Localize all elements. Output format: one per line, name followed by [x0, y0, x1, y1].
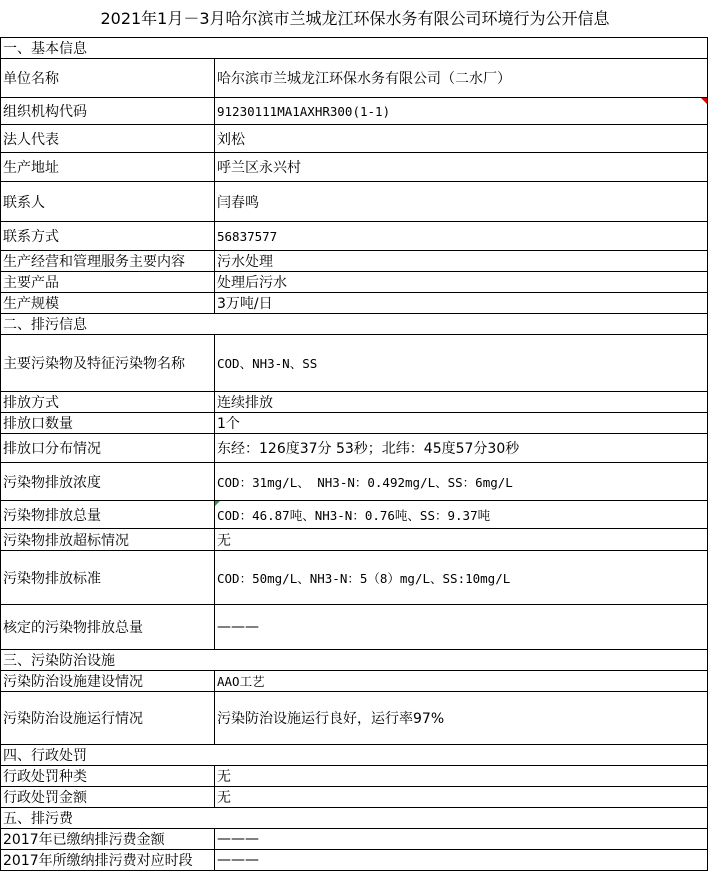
pollutants-label[interactable]: 主要污染物及特征污染物名称 — [1, 335, 215, 392]
org-code-cell[interactable] — [215, 98, 708, 125]
table-row — [1, 59, 708, 98]
table-row — [1, 251, 708, 272]
legal-rep-label[interactable]: 法人代表 — [1, 125, 215, 153]
total-value: COD：46.87吨、NH3-N：0.76吨、SS：9.37吨 — [217, 507, 491, 523]
standard-value[interactable]: COD：50mg/L、NH3-N：5（8）mg/L、SS:10mg/L — [215, 551, 708, 605]
product-label[interactable]: 主要产品 — [1, 272, 215, 293]
phone-value[interactable]: 56837577 — [215, 222, 708, 251]
outlet-location-label[interactable]: 排放口分布情况 — [1, 434, 215, 463]
table-row — [1, 551, 708, 605]
company-name-value[interactable]: 哈尔滨市兰城龙江环保水务有限公司（二水厂） — [215, 59, 708, 98]
outlet-count-value[interactable]: 1个 — [215, 413, 708, 434]
penalty-type-label[interactable]: 行政处罚种类 — [1, 766, 215, 787]
outlet-location-value[interactable]: 东经：126度37分 53秒；北纬：45度57分30秒 — [215, 434, 708, 463]
scale-value[interactable]: 3万吨/日 — [215, 293, 708, 314]
section-pollution[interactable]: 二、排污信息 — [1, 314, 708, 335]
table-row — [1, 335, 708, 392]
facility-run-label[interactable]: 污染防治设施运行情况 — [1, 692, 215, 745]
table-row — [1, 766, 708, 787]
table-row — [1, 829, 708, 850]
facility-build-value[interactable]: AAO工艺 — [215, 671, 708, 692]
table-row — [1, 463, 708, 501]
discharge-mode-label[interactable]: 排放方式 — [1, 392, 215, 413]
section-penalty[interactable]: 四、行政处罚 — [1, 745, 708, 766]
legal-rep-value[interactable]: 刘松 — [215, 125, 708, 153]
fee-amount-value[interactable]: ——— — [215, 829, 708, 850]
phone-label[interactable]: 联系方式 — [1, 222, 215, 251]
facility-build-label[interactable]: 污染防治设施建设情况 — [1, 671, 215, 692]
section-basic[interactable]: 一、基本信息 — [1, 38, 708, 59]
company-name-label[interactable]: 单位名称 — [1, 59, 215, 98]
scale-label[interactable]: 生产规模 — [1, 293, 215, 314]
address-label[interactable]: 生产地址 — [1, 153, 215, 182]
section-row-penalty — [1, 745, 708, 766]
exceed-value[interactable]: 无 — [215, 529, 708, 551]
table-row — [1, 153, 708, 182]
approved-total-value[interactable]: ——— — [215, 605, 708, 650]
section-row-fees — [1, 808, 708, 829]
org-code-value: 91230111MA1AXHR300(1-1) — [217, 103, 391, 119]
facility-run-value[interactable]: 污染防治设施运行良好，运行率97% — [215, 692, 708, 745]
table-row — [1, 692, 708, 745]
table-row — [1, 413, 708, 434]
standard-label[interactable]: 污染物排放标准 — [1, 551, 215, 605]
fee-period-value[interactable]: ——— — [215, 850, 708, 871]
section-row-facilities — [1, 650, 708, 671]
fee-period-label[interactable]: 2017年所缴纳排污费对应时段 — [1, 850, 215, 871]
concentration-value[interactable]: COD：31mg/L、 NH3-N：0.492mg/L、SS：6mg/L — [215, 463, 708, 501]
product-value[interactable]: 处理后污水 — [215, 272, 708, 293]
comment-indicator-icon — [701, 98, 707, 104]
penalty-type-value[interactable]: 无 — [215, 766, 708, 787]
pollutants-value[interactable]: COD、NH3-N、SS — [215, 335, 708, 392]
org-code-label[interactable]: 组织机构代码 — [1, 98, 215, 125]
exceed-label[interactable]: 污染物排放超标情况 — [1, 529, 215, 551]
section-row-pollution — [1, 314, 708, 335]
section-fees[interactable]: 五、排污费 — [1, 808, 708, 829]
address-value[interactable]: 呼兰区永兴村 — [215, 153, 708, 182]
outlet-count-label[interactable]: 排放口数量 — [1, 413, 215, 434]
approved-total-label[interactable]: 核定的污染物排放总量 — [1, 605, 215, 650]
table-row — [1, 850, 708, 871]
table-row — [1, 605, 708, 650]
penalty-amount-label[interactable]: 行政处罚金额 — [1, 787, 215, 808]
contact-value[interactable]: 闫春鸣 — [215, 182, 708, 222]
table-row — [1, 529, 708, 551]
table-row — [1, 125, 708, 153]
table-row — [1, 787, 708, 808]
table-row — [1, 501, 708, 529]
section-row-basic — [1, 38, 708, 59]
error-indicator-icon — [215, 501, 220, 506]
table-row — [1, 98, 708, 125]
fee-amount-label[interactable]: 2017年已缴纳排污费金额 — [1, 829, 215, 850]
info-table — [0, 37, 708, 871]
table-row — [1, 222, 708, 251]
total-label[interactable]: 污染物排放总量 — [1, 501, 215, 529]
business-value[interactable]: 污水处理 — [215, 251, 708, 272]
table-row — [1, 392, 708, 413]
table-row — [1, 293, 708, 314]
table-row — [1, 182, 708, 222]
table-row — [1, 434, 708, 463]
penalty-amount-value[interactable]: 无 — [215, 787, 708, 808]
contact-label[interactable]: 联系人 — [1, 182, 215, 222]
table-row — [1, 272, 708, 293]
table-row — [1, 671, 708, 692]
page-title: 2021年1月－3月哈尔滨市兰城龙江环保水务有限公司环境行为公开信息 — [100, 9, 610, 28]
total-cell[interactable] — [215, 501, 708, 529]
section-facilities[interactable]: 三、污染防治设施 — [1, 650, 708, 671]
concentration-label[interactable]: 污染物排放浓度 — [1, 463, 215, 501]
business-label[interactable]: 生产经营和管理服务主要内容 — [1, 251, 215, 272]
discharge-mode-value[interactable]: 连续排放 — [215, 392, 708, 413]
